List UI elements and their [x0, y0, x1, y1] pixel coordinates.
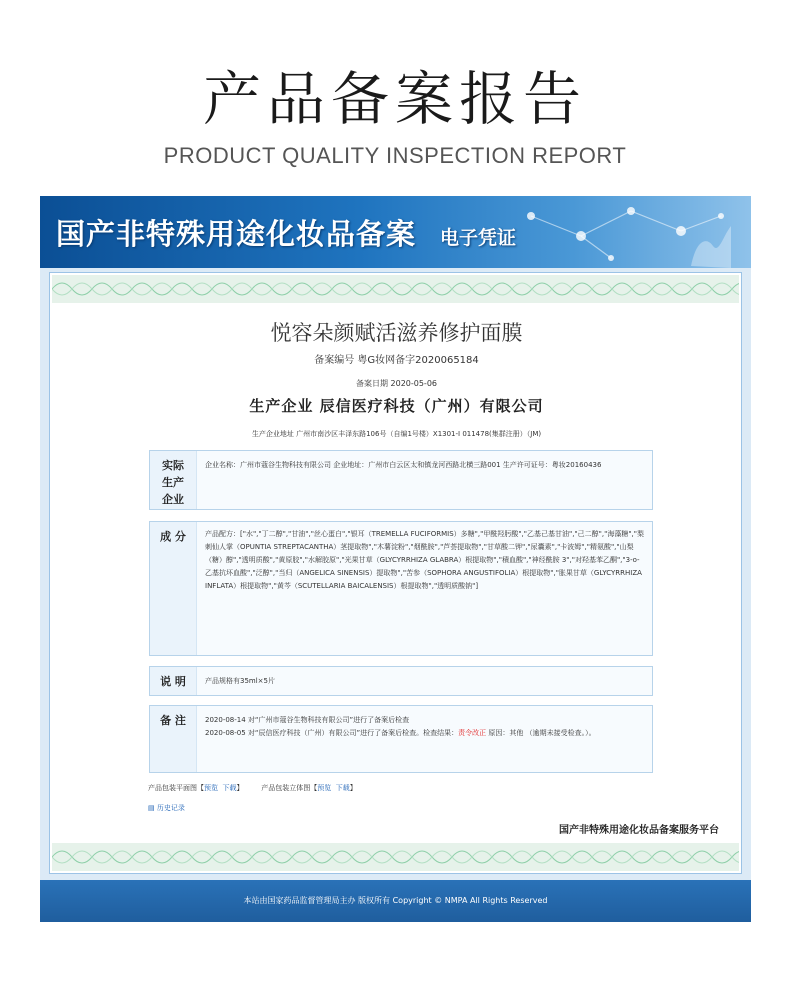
- bracket: 】: [349, 784, 357, 792]
- certificate-header: [40, 196, 751, 268]
- certificate-header-title: 国产非特殊用途化妆品备案: [56, 217, 417, 251]
- solid-image-preview-link[interactable]: 预览: [317, 784, 332, 792]
- certificate-panel: [40, 196, 751, 922]
- history-icon: ▤: [148, 804, 155, 812]
- solid-image-label: 产品包装立体图【: [261, 784, 318, 792]
- solid-image-download-link[interactable]: 下载: [335, 784, 350, 792]
- producer-address: 生产企业地址 广州市南沙区丰泽东路106号（自编1号楼）X1301-I 011478(集群注册）（JM): [251, 430, 542, 438]
- section-ingredients: [149, 521, 653, 656]
- record-number: 备案编号 粤G妆网备字2020065184: [314, 355, 479, 366]
- package-image-links: [148, 783, 357, 793]
- history-label: 历史记录: [156, 804, 185, 812]
- flat-image-preview-link[interactable]: 预览: [204, 784, 218, 792]
- record-date: 备案日期 2020-05-06: [355, 379, 438, 388]
- flat-image-label: 产品包装平面图【: [148, 784, 204, 792]
- remark-result-highlight: 责令改正: [458, 729, 487, 737]
- section-actual-producer: [149, 450, 653, 510]
- certificate-header-subtitle: 电子凭证: [440, 227, 517, 249]
- section-content: 企业名称：广州市蔻谷生物科技有限公司 企业地址：广州市白云区太和镇龙河西路北横三路001 生产许可证号：粤妆20160436: [196, 451, 652, 509]
- producer-name: 生产企业 辰信医疗科技（广州）有限公司: [249, 397, 544, 415]
- section-content: 产品配方：["水","丁二醇","甘油","丝心蛋白","银耳（TREMELLA FUCIFORMIS）多糖","甲酰羟肟酸","乙基己基甘油","己二醇","海藻糖","梨刺仙人掌（OPUNTIA STREPTACANTHA）茎提取物","木薯淀粉","烟酰胺","芦荟提取物","甘草酸二钾","尿囊素","卡波姆","精氨酸","山梨（糖）醇","透明质酸","黄原胶","水解胶原","光果甘草（GLYCYRRHIZA GLABRA）根提取物","積血酸","神经酰胺 3","对羟基苯乙酮","3-o-乙基抗坏血酸","泛醇","当归（ANGELICA SINENSIS）提取物","苦参（SOPHORA ANGUSTIFOLIA）根提取物","胀果甘草（GLYCYRRHIZA INFLATA）根提取物","黄芩（SCUTELLARIA BAICALENSIS）根提取物","透明质酸钠"]: [196, 522, 652, 655]
- product-name: 悦容朵颜赋活滋养修护面膜: [270, 321, 523, 345]
- section-label: 成 分: [160, 530, 186, 543]
- wave-border-bottom: [52, 843, 739, 871]
- section-remarks: [149, 705, 653, 773]
- platform-name: 国产非特殊用途化妆品备案服务平台: [559, 825, 719, 836]
- remark-text: 2020-08-05 对“辰信医疗科技（广州）有限公司”进行了备案后检查。检查结果：: [205, 729, 459, 737]
- section-content: [196, 706, 652, 772]
- history-link[interactable]: [148, 803, 185, 813]
- page-subtitle: PRODUCT QUALITY INSPECTION REPORT: [163, 143, 627, 168]
- section-label: 备 注: [160, 714, 186, 727]
- wave-border-top: [52, 275, 739, 303]
- section-note: [149, 666, 653, 696]
- flat-image-download-link[interactable]: 下载: [222, 784, 237, 792]
- bracket: 】: [236, 784, 244, 792]
- remark-text: 原因：其他 （逾期未接受检查。）。: [486, 729, 596, 737]
- certificate-body: [49, 272, 742, 874]
- remark-line: 2020-08-14 对“广州市蔻谷生物科技有限公司”进行了备案后检查: [205, 716, 410, 724]
- page-title: 产品备案报告: [202, 65, 587, 133]
- certificate-footer: 本站由国家药品监督管理局主办 版权所有 Copyright © NMPA All Rights Reserved: [40, 880, 751, 922]
- molecule-decoration-icon: [491, 196, 751, 268]
- section-content: 产品规格有35ml×5片: [196, 667, 652, 695]
- section-label: 说 明: [160, 675, 186, 688]
- remark-line: [205, 727, 644, 740]
- section-label: 实际生产企业: [162, 459, 184, 506]
